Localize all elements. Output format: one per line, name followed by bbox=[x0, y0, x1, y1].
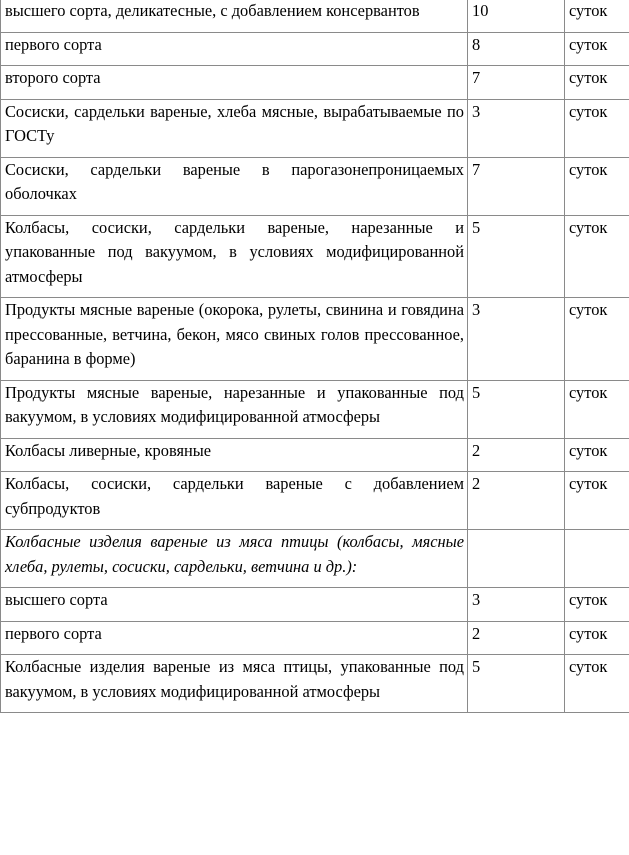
shelf-life-value-cell: 5 bbox=[468, 215, 565, 298]
shelf-life-value-cell bbox=[468, 530, 565, 588]
product-name-cell: высшего сорта, деликатесные, с добавлением консервантов bbox=[1, 0, 468, 32]
shelf-life-unit-cell: суток bbox=[565, 588, 629, 622]
shelf-life-unit-cell: суток bbox=[565, 157, 629, 215]
product-name-cell: Сосиски, сардельки вареные в парогазонепроницаемых оболочках bbox=[1, 157, 468, 215]
shelf-life-value-cell: 7 bbox=[468, 157, 565, 215]
shelf-life-unit-cell: суток bbox=[565, 32, 629, 66]
shelf-life-value-cell: 3 bbox=[468, 298, 565, 381]
product-name-cell: первого сорта bbox=[1, 621, 468, 655]
product-name-cell: Сосиски, сардельки вареные, хлеба мясные, вырабатываемые по ГОСТу bbox=[1, 99, 468, 157]
shelf-life-unit-cell: суток bbox=[565, 380, 629, 438]
shelf-life-value-cell: 7 bbox=[468, 66, 565, 100]
shelf-life-unit-cell: суток bbox=[565, 66, 629, 100]
product-name-cell: второго сорта bbox=[1, 66, 468, 100]
shelf-life-value-cell: 5 bbox=[468, 655, 565, 713]
group-heading-cell: Колбасные изделия вареные из мяса птицы (колбасы, мясные хлеба, рулеты, сосиски, сардельки, ветчина и др.): bbox=[1, 530, 468, 588]
shelf-life-unit-cell: суток bbox=[565, 99, 629, 157]
shelf-life-value-cell: 8 bbox=[468, 32, 565, 66]
table-row bbox=[1, 472, 629, 530]
shelf-life-unit-cell bbox=[565, 530, 629, 588]
product-name-cell: Колбасные изделия вареные из мяса птицы, упакованные под вакуумом, в условиях модифицированной атмосферы bbox=[1, 655, 468, 713]
product-name-cell: Продукты мясные вареные (окорока, рулеты, свинина и говядина прессованные, ветчина, бекон, мясо свиных голов прессованное, баранина в форме) bbox=[1, 298, 468, 381]
shelf-life-unit-cell: суток bbox=[565, 621, 629, 655]
shelf-life-value-cell: 10 bbox=[468, 0, 565, 32]
table-row bbox=[1, 66, 629, 100]
product-name-cell: Колбасы ливерные, кровяные bbox=[1, 438, 468, 472]
shelf-life-value-cell: 3 bbox=[468, 588, 565, 622]
table-row bbox=[1, 380, 629, 438]
table-row bbox=[1, 0, 629, 32]
product-name-cell: первого сорта bbox=[1, 32, 468, 66]
table-row bbox=[1, 621, 629, 655]
table-row bbox=[1, 32, 629, 66]
product-name-cell: Продукты мясные вареные, нарезанные и упакованные под вакуумом, в условиях модифицированной атмосферы bbox=[1, 380, 468, 438]
shelf-life-unit-cell: суток bbox=[565, 215, 629, 298]
product-name-cell: высшего сорта bbox=[1, 588, 468, 622]
table-row bbox=[1, 655, 629, 713]
table-row bbox=[1, 588, 629, 622]
shelf-life-unit-cell: суток bbox=[565, 438, 629, 472]
table-row bbox=[1, 438, 629, 472]
table-row bbox=[1, 99, 629, 157]
table-row-group-heading bbox=[1, 530, 629, 588]
table-row bbox=[1, 298, 629, 381]
shelf-life-unit-cell: суток bbox=[565, 655, 629, 713]
shelf-life-value-cell: 5 bbox=[468, 380, 565, 438]
table-row bbox=[1, 157, 629, 215]
table-row bbox=[1, 215, 629, 298]
shelf-life-value-cell: 2 bbox=[468, 621, 565, 655]
shelf-life-value-cell: 2 bbox=[468, 472, 565, 530]
shelf-life-value-cell: 3 bbox=[468, 99, 565, 157]
shelf-life-unit-cell: суток bbox=[565, 0, 629, 32]
product-name-cell: Колбасы, сосиски, сардельки вареные, нарезанные и упакованные под вакуумом, в условиях модифицированной атмосферы bbox=[1, 215, 468, 298]
product-name-cell: Колбасы, сосиски, сардельки вареные с добавлением субпродуктов bbox=[1, 472, 468, 530]
shelf-life-unit-cell: суток bbox=[565, 472, 629, 530]
shelf-life-value-cell: 2 bbox=[468, 438, 565, 472]
shelf-life-unit-cell: суток bbox=[565, 298, 629, 381]
